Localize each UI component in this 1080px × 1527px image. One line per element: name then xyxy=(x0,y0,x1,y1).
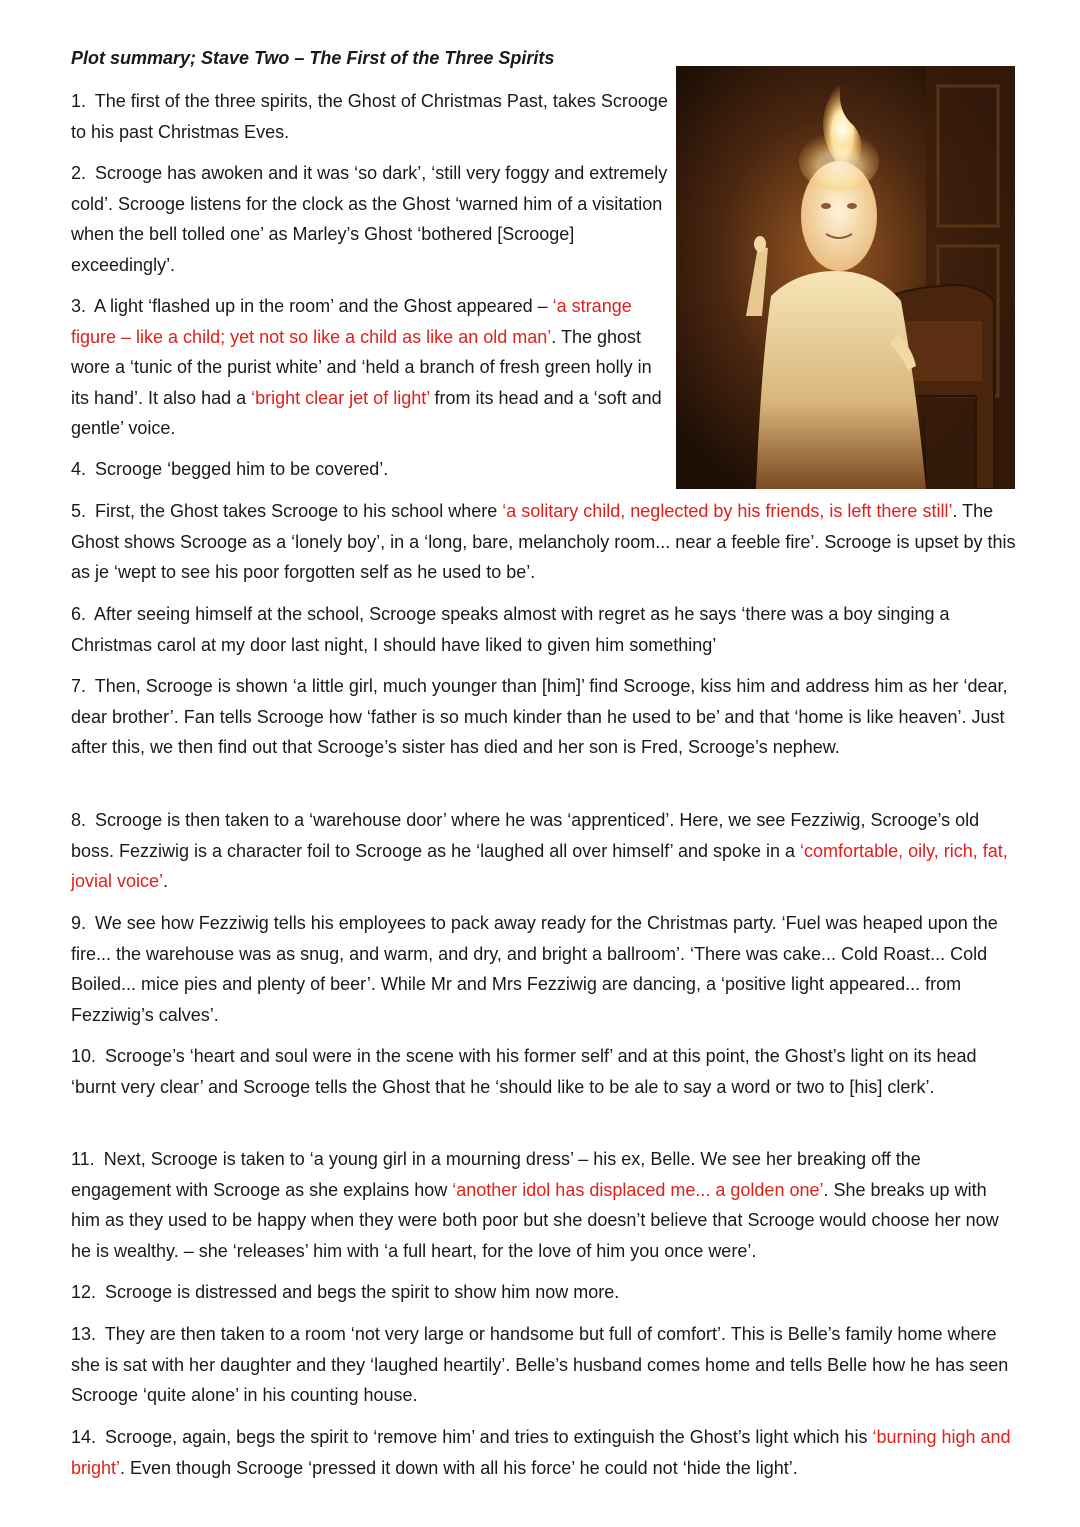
paragraph-number: 7. xyxy=(71,676,87,696)
quote-highlight: ‘a solitary child, neglected by his friends, is left there still’ xyxy=(502,501,953,521)
paragraph-text: Next, Scrooge is taken to ‘a young girl in a mourning dress’ – his ex, Belle. We see her breaking off the engagement with Scrooge as she explains how xyxy=(71,1149,921,1200)
paragraph-text: Scrooge’s ‘heart and soul were in the scene with his former self’ and at this point, the Ghost’s light on its head ‘burnt very clear’ and Scrooge tells the Ghost that he ‘should like to be ale to say a word or two to [his] clerk’. xyxy=(71,1046,977,1097)
paragraph-text: The first of the three spirits, the Ghost of Christmas Past, takes Scrooge to his past Christmas Eves. xyxy=(71,91,668,142)
paragraph-number: 5. xyxy=(71,501,87,521)
paragraph-text: They are then taken to a room ‘not very large or handsome but full of comfort’. This is Belle’s family home where she is sat with her daughter and they ‘laughed heartily’. Belle’s husband comes home and tells Belle how he has seen Scrooge ‘quite alone’ in his counting house. xyxy=(71,1324,1009,1405)
paragraph-text: A light ‘flashed up in the room’ and the Ghost appeared – xyxy=(94,296,553,316)
paragraph-2 xyxy=(71,158,676,280)
paragraph-text: First, the Ghost takes Scrooge to his school where xyxy=(95,501,503,521)
paragraph-text: Scrooge is distressed and begs the spirit to show him now more. xyxy=(105,1282,620,1302)
quote-highlight: ‘comfortable, oily, rich, fat, jovial voice’ xyxy=(71,840,1008,891)
page-title: Plot summary; Stave Two – The First of the Three Spirits xyxy=(71,48,555,68)
paragraph-number: 12. xyxy=(71,1282,97,1302)
paragraph-text: from its head and a ‘soft and gentle’ voice. xyxy=(71,387,662,438)
paragraph-text: . Even though Scrooge ‘pressed it down with all his force’ he could not ‘hide the light’. xyxy=(120,1457,798,1478)
paragraph-3 xyxy=(71,291,671,444)
paragraph-5 xyxy=(71,496,1016,588)
paragraph-number: 6. xyxy=(71,604,87,624)
paragraph-number: 3. xyxy=(71,296,87,316)
paragraph-text: We see how Fezziwig tells his employees to pack away ready for the Christmas party. ‘Fuel was heaped upon the fire... the warehouse was as snug, and warm, and dry, and bright a ballroom’. ‘There was cake... Cold Roast... Cold Boiled... mice pies and plenty of beer’. While Mr and Mrs Fezziwig are dancing, a ‘positive light appeared... from Fezziwig’s calves’. xyxy=(71,913,998,1025)
paragraph-8 xyxy=(71,805,1016,897)
paragraph-number: 11. xyxy=(71,1149,95,1169)
quote-highlight: ‘a strange figure – like a child; yet not so like a child as like an old man’ xyxy=(71,296,632,347)
paragraph-text: Scrooge has awoken and it was ‘so dark’, ‘still very foggy and extremely cold’. Scrooge listens for the clock as the Ghost ‘warned him of a visitation when the bell tolled one’ as Marley’s Ghost ‘bothered [Scrooge] exceedingly’. xyxy=(71,163,668,275)
paragraph-number: 4. xyxy=(71,459,87,479)
paragraph-text: . xyxy=(163,871,169,891)
paragraph-7 xyxy=(71,671,1016,763)
paragraph-6 xyxy=(71,599,1016,660)
paragraph-text: Scrooge, again, begs the spirit to ‘remove him’ and tries to extinguish the Ghost’s light which his xyxy=(105,1427,873,1447)
paragraph-number: 10. xyxy=(71,1046,97,1066)
paragraph-text: . The ghost wore a ‘tunic of the purist white’ and ‘held a branch of fresh green holly in its hand’. It also had a xyxy=(71,326,652,408)
paragraph-number: 1. xyxy=(71,91,87,111)
paragraph-text: . She breaks up with him as they used to be happy when they were both poor but she doesn’t believe that Scrooge would choose her now he is wealthy. – she ‘releases’ him with ‘a full heart, for the love of him you once were’. xyxy=(71,1179,999,1261)
paragraph-number: 9. xyxy=(71,913,87,933)
paragraph-text: Then, Scrooge is shown ‘a little girl, much younger than [him]’ find Scrooge, kiss him and address him as her ‘dear, dear brother’. Fan tells Scrooge how ‘father is so much kinder than he used to be’ and that ‘home is like heaven’. Just after this, we then find out that Scrooge’s sister has died and her son is Fred, Scrooge’s nephew. xyxy=(71,676,1008,757)
paragraph-9 xyxy=(71,908,1016,1030)
paragraph-text: . The Ghost shows Scrooge as a ‘lonely boy’, in a ‘long, bare, melancholy room... near a feeble fire’. Scrooge is upset by this as je ‘wept to see his poor forgotten self as he used to be’. xyxy=(71,501,1016,582)
paragraph-11 xyxy=(71,1144,1016,1266)
ghost-illustration xyxy=(676,66,1015,489)
paragraph-text: Scrooge is then taken to a ‘warehouse door’ where he was ‘apprenticed’. Here, we see Fezziwig, Scrooge’s old boss. Fezziwig is a character foil to Scrooge as he ‘laughed all over himself’ and spoke in a xyxy=(71,810,980,861)
paragraph-13 xyxy=(71,1319,1016,1411)
quote-highlight: ‘burning high and bright’ xyxy=(71,1427,1011,1478)
quote-highlight: ‘bright clear jet of light’ xyxy=(251,387,430,408)
paragraph-text: After seeing himself at the school, Scrooge speaks almost with regret as he says ‘there was a boy singing a Christmas carol at my door last night, I should have liked to given him something’ xyxy=(71,604,950,655)
paragraph-4 xyxy=(71,454,676,485)
paragraph-14 xyxy=(71,1422,1016,1483)
paragraph-10 xyxy=(71,1041,1016,1102)
paragraph-text: Scrooge ‘begged him to be covered’. xyxy=(95,459,389,479)
paragraph-12 xyxy=(71,1277,1016,1308)
paragraph-number: 8. xyxy=(71,810,87,830)
paragraph-number: 2. xyxy=(71,163,87,183)
quote-highlight: ‘another idol has displaced me... a golden one’ xyxy=(452,1179,824,1200)
paragraph-number: 13. xyxy=(71,1324,97,1344)
paragraph-1 xyxy=(71,86,676,147)
paragraph-number: 14. xyxy=(71,1427,97,1447)
